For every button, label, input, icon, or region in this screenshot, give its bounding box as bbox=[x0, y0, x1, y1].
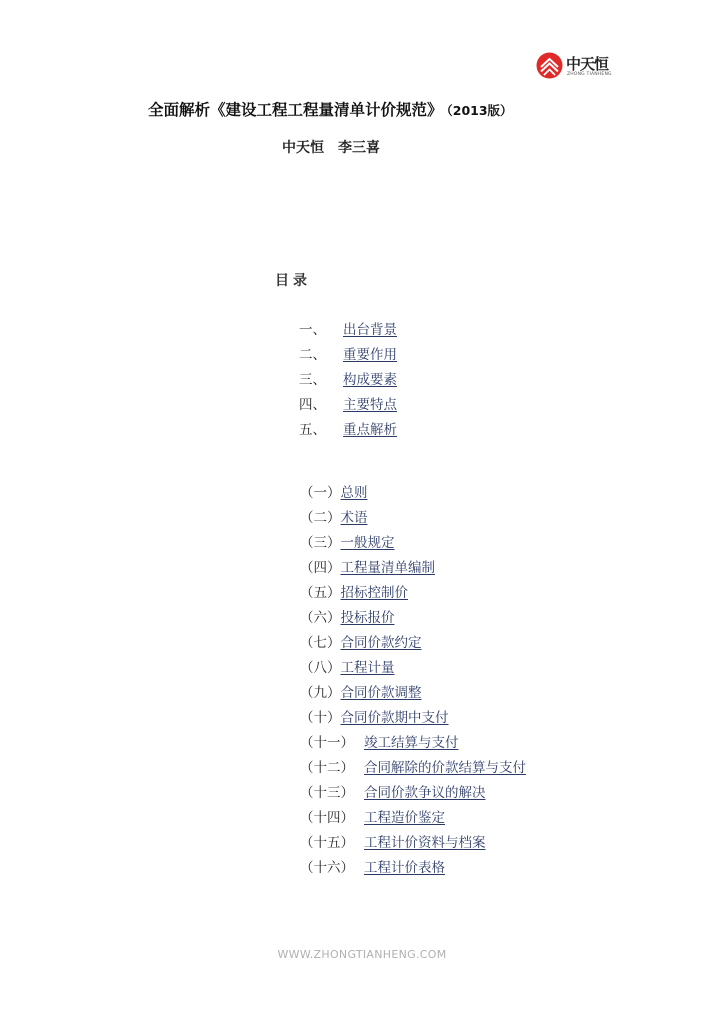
toc-subsection-number: （十五） bbox=[300, 835, 354, 851]
toc-section-link[interactable]: 构成要素 bbox=[343, 372, 397, 388]
toc-subsection-number: （一） bbox=[300, 485, 341, 501]
toc-subsection-item bbox=[300, 681, 526, 706]
toc-heading: 目录 bbox=[275, 273, 311, 289]
author-org: 中天恒 bbox=[282, 140, 324, 156]
logo-mark-icon bbox=[536, 52, 563, 79]
toc-subsection-link[interactable]: 一般规定 bbox=[340, 535, 395, 551]
toc-subsection-link[interactable]: 工程计价表格 bbox=[364, 860, 445, 876]
toc-section-item bbox=[299, 393, 397, 418]
toc-section-item bbox=[299, 318, 397, 343]
toc-subsection-link[interactable]: 合同价款争议的解决 bbox=[364, 785, 486, 801]
toc-subsection-item bbox=[300, 631, 526, 656]
toc-section-number: 五、 bbox=[299, 422, 326, 438]
toc-subsection-item bbox=[300, 831, 526, 856]
toc-subsection-link[interactable]: 工程计量 bbox=[340, 660, 395, 676]
toc-subsection-link[interactable]: 投标报价 bbox=[340, 610, 395, 626]
toc-subsection-link[interactable]: 工程量清单编制 bbox=[340, 560, 435, 576]
toc-subsection-item bbox=[300, 531, 526, 556]
toc-subsection-link[interactable]: 招标控制价 bbox=[340, 585, 408, 601]
toc-section-number: 二、 bbox=[299, 347, 326, 363]
toc-subsection-number: （十三） bbox=[300, 785, 354, 801]
toc-subsection-item bbox=[300, 806, 526, 831]
toc-subsection-number: （十一） bbox=[300, 735, 354, 751]
toc-subsection-number: （九） bbox=[300, 685, 341, 701]
toc-subsection-item bbox=[300, 656, 526, 681]
toc-subsection-item bbox=[300, 581, 526, 606]
title-main: 全面解析《建设工程工程量清单计价规范》 bbox=[148, 101, 443, 119]
toc-subsection-item bbox=[300, 706, 526, 731]
footer-website: WWW.ZHONGTIANHENG.COM bbox=[277, 948, 447, 961]
toc-subsection-number: （八） bbox=[300, 660, 341, 676]
toc-subsection-link[interactable]: 合同价款调整 bbox=[340, 685, 422, 701]
toc-section-link[interactable]: 主要特点 bbox=[343, 397, 397, 413]
toc-subsection-number: （二） bbox=[300, 510, 341, 526]
toc-subsection-link[interactable]: 合同价款约定 bbox=[340, 635, 422, 651]
toc-subsection-item bbox=[300, 606, 526, 631]
toc-subsection-number: （四） bbox=[300, 560, 341, 576]
toc-subsection-link[interactable]: 竣工结算与支付 bbox=[364, 735, 459, 751]
toc-section-link[interactable]: 出台背景 bbox=[343, 322, 397, 338]
logo-name: 中天恒 bbox=[566, 55, 609, 73]
company-logo bbox=[536, 52, 616, 80]
toc-subsection-link[interactable]: 工程造价鉴定 bbox=[364, 810, 445, 826]
toc-subsection-number: （十四） bbox=[300, 810, 354, 826]
toc-subsection-link[interactable]: 合同价款期中支付 bbox=[340, 710, 449, 726]
toc-section-number: 三、 bbox=[299, 372, 326, 388]
toc-section-link[interactable]: 重点解析 bbox=[343, 422, 397, 438]
toc-section-number: 四、 bbox=[299, 397, 326, 413]
toc-section-link[interactable]: 重要作用 bbox=[343, 347, 397, 363]
toc-subsection-number: （五） bbox=[300, 585, 341, 601]
authors bbox=[282, 137, 380, 157]
toc-subsection-item bbox=[300, 781, 526, 806]
toc-section-item bbox=[299, 418, 397, 443]
toc-subsection-number: （十） bbox=[300, 710, 341, 726]
toc-subsection-item bbox=[300, 506, 526, 531]
toc-section-item bbox=[299, 343, 397, 368]
toc-subsection-item bbox=[300, 481, 526, 506]
toc-subsection-number: （六） bbox=[300, 610, 341, 626]
toc-section-list bbox=[299, 318, 397, 443]
toc-subsection-item bbox=[300, 856, 526, 881]
toc-subsection-link[interactable]: 工程计价资料与档案 bbox=[364, 835, 486, 851]
toc-subsection-item bbox=[300, 731, 526, 756]
document-title bbox=[148, 98, 513, 120]
toc-subsection-number: （十六） bbox=[300, 860, 354, 876]
author-name: 李三喜 bbox=[338, 140, 380, 156]
toc-subsection-link[interactable]: 术语 bbox=[340, 510, 368, 526]
logo-subtitle: ZHONG TIANHENG bbox=[567, 72, 612, 77]
toc-subsection-item bbox=[300, 556, 526, 581]
toc-section-number: 一、 bbox=[299, 322, 326, 338]
toc-subsection-number: （三） bbox=[300, 535, 341, 551]
toc-subsection-item bbox=[300, 756, 526, 781]
toc-subsection-list bbox=[300, 481, 526, 881]
toc-subsection-number: （十二） bbox=[300, 760, 354, 776]
toc-subsection-number: （七） bbox=[300, 635, 341, 651]
title-edition: （2013版） bbox=[446, 103, 513, 118]
toc-subsection-link[interactable]: 合同解除的价款结算与支付 bbox=[364, 760, 526, 776]
toc-section-item bbox=[299, 368, 397, 393]
toc-subsection-link[interactable]: 总则 bbox=[340, 485, 368, 501]
